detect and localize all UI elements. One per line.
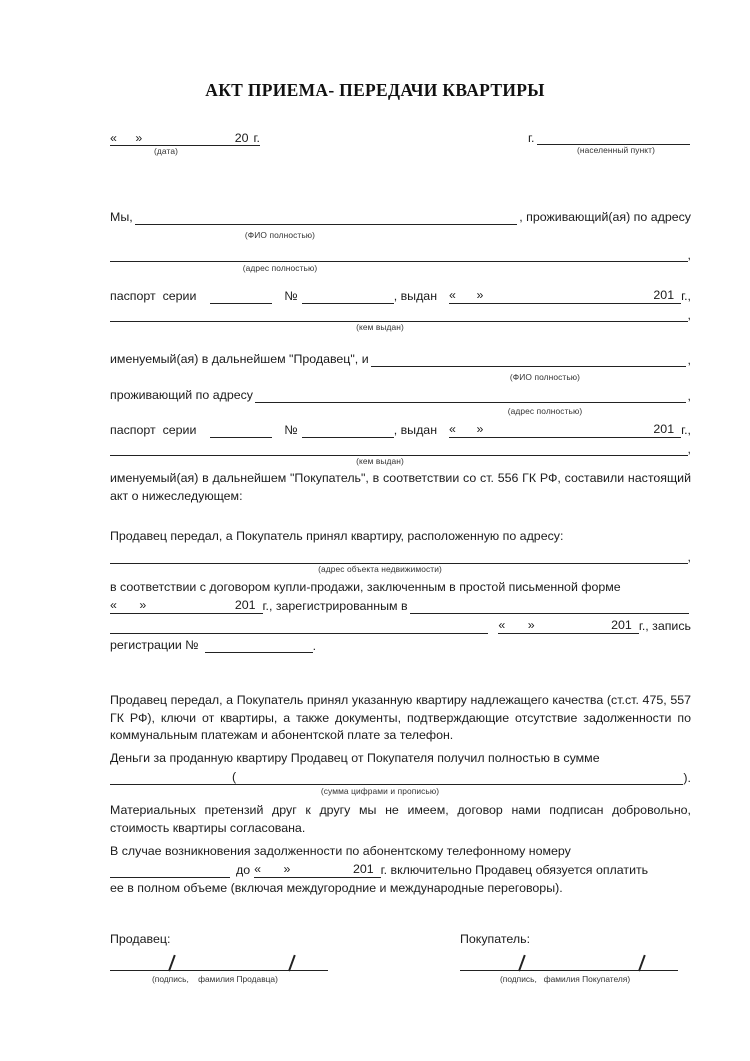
buyer-passport-label: паспорт серии (110, 423, 197, 437)
seller-name-line[interactable] (110, 210, 691, 225)
buyer-issue-year-suffix: г., (681, 423, 691, 437)
reg-authority-blank[interactable] (410, 600, 689, 614)
seller-issued-label: , выдан (393, 289, 438, 303)
seller-signature-label: Продавец: (110, 932, 171, 946)
reg-year-blank[interactable] (256, 600, 263, 614)
condition-paragraph: Продавец передал, а Покупатель принял указанную квартиру надлежащего качества (ст.ст. 475, 557 ГК РФ), ключи от квартиры, а также документы, подтверждающие отсутствие задолженности по коммунальным платежам и абонентской плате за телефон. (110, 693, 691, 743)
city-prefix: г. (528, 131, 535, 145)
record-day-blank[interactable] (506, 620, 528, 634)
date-close-quote: » (135, 131, 143, 145)
seller-named-text: именуемый(ая) в дальнейшем "Продавец", и (110, 352, 369, 366)
buyer-issue-year-blank[interactable] (674, 424, 681, 438)
amount-words-blank[interactable] (236, 770, 683, 785)
buyer-issued-by-blank[interactable] (110, 442, 688, 456)
buyer-residing-label: проживающий по адресу (110, 388, 254, 402)
registration-record-line[interactable] (110, 618, 691, 634)
registration-number-blank[interactable] (205, 639, 313, 653)
seller-issue-year-suffix: г., (681, 289, 691, 303)
reg-month-blank[interactable] (147, 600, 235, 614)
record-month-blank[interactable] (535, 620, 611, 634)
phone-until-label: до (236, 863, 251, 877)
seller-issued-by-caption: (кем выдан) (356, 322, 404, 332)
registration-period: . (312, 639, 317, 653)
buyer-issue-month-blank[interactable] (484, 424, 654, 438)
buyer-issue-close-quote: » (476, 422, 484, 436)
seller-issue-day-blank[interactable] (456, 290, 476, 304)
phone-deadline-line[interactable] (110, 862, 691, 878)
reg-authority-blank-2[interactable] (110, 620, 488, 634)
seller-fio-blank[interactable] (135, 211, 518, 225)
seller-signature-caption: (подпись, фамилия Продавца) (152, 974, 278, 984)
phone-paragraph-end: ее в полном объеме (включая междугородние и международные переговоры). (110, 881, 563, 895)
buyer-passport-line[interactable] (110, 422, 691, 438)
amount-close-paren: ). (683, 771, 691, 785)
phone-paragraph-start: В случае возникновения задолженности по абонентскому телефонному номеру (110, 844, 571, 858)
seller-address-line[interactable]: , (110, 248, 691, 262)
seller-fio-caption: (ФИО полностью) (244, 230, 316, 240)
seller-address-caption: (адрес полностью) (242, 263, 318, 273)
record-text: г., запись (638, 619, 691, 633)
seller-issued-by-line[interactable]: , (110, 308, 691, 322)
property-address-caption: (адрес объекта недвижимости) (318, 564, 442, 574)
transfer-intro: Продавец передал, а Покупатель принял квартиру, расположенную по адресу: (110, 529, 564, 543)
contract-text: в соответствии с договором купли-продажи, заключенным в простой письменной форме (110, 580, 621, 594)
property-address-line[interactable]: , (110, 550, 691, 564)
buyer-passport-number-sign: № (284, 423, 298, 437)
buyer-address-blank[interactable] (255, 389, 686, 403)
seller-issue-year-blank[interactable] (674, 290, 681, 304)
seller-issue-year: 201 (653, 288, 675, 302)
buyer-fio-caption: (ФИО полностью) (509, 372, 581, 382)
buyer-issue-day-blank[interactable] (456, 424, 476, 438)
city-caption: (населенный пункт) (577, 145, 655, 155)
reg-day-blank[interactable] (117, 600, 139, 614)
seller-issue-open-quote: « (449, 288, 457, 302)
seller-named-line[interactable]: именуемый(ая) в дальнейшем "Продавец", и , (110, 352, 691, 367)
date-year-prefix: 20 (234, 131, 249, 145)
phone-close-quote: » (283, 862, 291, 876)
phone-day-blank[interactable] (262, 864, 284, 878)
buyer-issue-year: 201 (653, 422, 675, 436)
buyer-signature-slash-1 (518, 955, 525, 972)
city-field[interactable] (528, 128, 690, 155)
record-year-blank[interactable] (632, 620, 639, 634)
reg-close-quote: » (139, 598, 147, 612)
phone-month-blank[interactable] (291, 864, 353, 878)
buyer-issued-by-line[interactable]: , (110, 442, 691, 456)
seller-passport-number-sign: № (284, 289, 298, 303)
reg-year: 201 (234, 598, 256, 612)
amount-digits-blank[interactable] (110, 770, 232, 785)
amount-line[interactable] (110, 770, 691, 785)
seller-signature-rule[interactable] (110, 970, 328, 971)
buyer-fio-blank[interactable] (371, 353, 686, 367)
date-field[interactable] (110, 128, 260, 156)
phone-obligation-text: г. включительно Продавец обязуется оплатить (380, 863, 649, 877)
amount-caption: (сумма цифрами и прописью) (320, 786, 440, 796)
seller-signature-slash-2 (288, 955, 295, 972)
date-year-suffix: г. (253, 131, 260, 145)
phone-year-blank[interactable] (374, 864, 381, 878)
seller-issue-close-quote: » (476, 288, 484, 302)
reg-open-quote: « (110, 598, 118, 612)
seller-issued-by-blank[interactable] (110, 308, 688, 322)
seller-address-blank[interactable] (110, 248, 688, 262)
buyer-signature-caption: (подпись, фамилия Покупателя) (500, 974, 631, 984)
registration-number-label: регистрации № (110, 638, 199, 652)
reg-registered-text: г., зарегистрированным в (262, 599, 408, 613)
registration-number-line[interactable] (110, 638, 316, 653)
phone-open-quote: « (254, 862, 262, 876)
date-open-quote: « (110, 131, 118, 145)
buyer-address-caption: (адрес полностью) (507, 406, 583, 416)
buyer-address-line[interactable]: проживающий по адресу , (110, 388, 691, 403)
property-address-blank[interactable] (110, 550, 688, 564)
buyer-passport-series-blank[interactable] (210, 424, 272, 438)
phone-year: 201 (352, 862, 374, 876)
seller-passport-series-blank[interactable] (210, 290, 272, 304)
seller-passport-label: паспорт серии (110, 289, 197, 303)
amount-open-paren: ( (232, 770, 237, 784)
seller-signature-slash-1 (168, 955, 175, 972)
page-title: АКТ ПРИЕМА- ПЕРЕДАЧИ КВАРТИРЫ (205, 80, 545, 100)
record-year: 201 (611, 618, 632, 632)
buyer-issued-by-caption: (кем выдан) (356, 456, 404, 466)
registration-date-line[interactable] (110, 598, 691, 614)
we-label: Мы, (110, 210, 133, 224)
seller-passport-number-blank[interactable] (302, 290, 394, 304)
buyer-signature-rule[interactable] (460, 970, 678, 971)
money-paragraph: Деньги за проданную квартиру Продавец от Покупателя получил полностью в сумме (110, 751, 600, 765)
claims-paragraph: Материальных претензий друг к другу мы не имеем, договор нами подписан добровольно, стоимость квартиры согласована. (110, 803, 691, 835)
seller-residing-text: , проживающий(ая) по адресу (519, 210, 691, 224)
buyer-issue-open-quote: « (449, 422, 457, 436)
city-blank[interactable] (537, 131, 690, 145)
date-caption: (дата) (154, 146, 178, 156)
buyer-named-paragraph: именуемый(ая) в дальнейшем "Покупатель", в соответствии со ст. 556 ГК РФ, составили настоящий акт о нижеследующем: (110, 471, 691, 503)
record-open-quote: « (498, 618, 506, 632)
record-close-quote: » (527, 618, 536, 632)
buyer-passport-number-blank[interactable] (302, 424, 394, 438)
buyer-signature-slash-2 (638, 955, 645, 972)
buyer-issued-label: , выдан (393, 423, 438, 437)
seller-issue-month-blank[interactable] (484, 290, 654, 304)
phone-number-blank[interactable] (110, 864, 230, 878)
seller-passport-line[interactable] (110, 288, 691, 304)
buyer-signature-label: Покупатель: (460, 932, 531, 946)
